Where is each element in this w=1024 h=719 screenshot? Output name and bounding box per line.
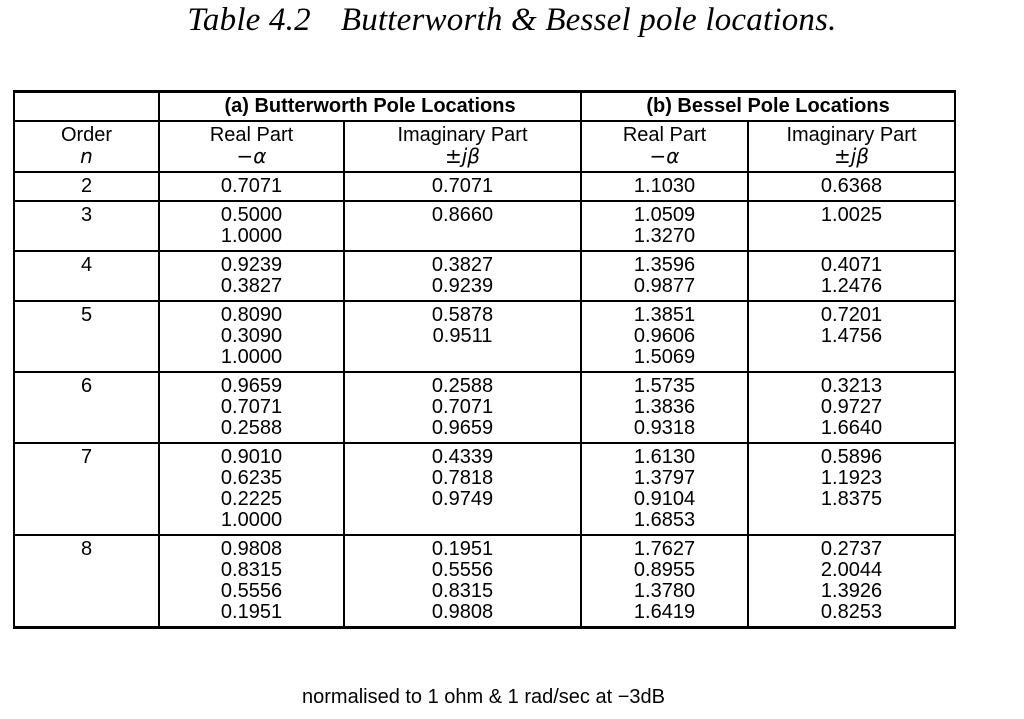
order-cell: 6: [14, 372, 159, 443]
bw-real-value: 0.2225: [220, 488, 283, 510]
bs-imag-cell: [748, 372, 955, 443]
bw-imag-value: 0.9511: [432, 325, 493, 347]
bw-imag-value: 0.5878: [431, 304, 494, 326]
table-row: [14, 301, 955, 372]
bw-real-value: 0.2588: [220, 417, 283, 439]
bw-real-header-label: Real Part: [209, 124, 294, 146]
bs-imag-value: 0.9727: [820, 396, 883, 418]
bs-imag-header-label: Imaginary Part: [786, 124, 917, 146]
butterworth-group-header: (a) Butterworth Pole Locations: [159, 92, 581, 122]
bs-real-value: 1.5069: [633, 346, 696, 368]
table-row: [14, 535, 955, 628]
bw-real-value: 0.9808: [220, 538, 283, 560]
bw-imag-cell: [344, 201, 581, 251]
bw-imag-value: 0.2588: [431, 375, 494, 397]
bw-imag-cell: [344, 301, 581, 372]
bw-imag-cell: [344, 372, 581, 443]
table-number: Table 4.2: [187, 2, 311, 38]
bs-imag-value: 0.5896: [820, 446, 883, 468]
table-title: Butterworth & Bessel pole locations.: [340, 2, 837, 38]
bs-imag-value: 0.4071: [820, 254, 883, 276]
bs-imag-value: 0.6368: [820, 175, 883, 197]
bs-imag-cell: [748, 443, 955, 535]
group-header-row: [14, 92, 955, 122]
bs-real-cell: [581, 172, 748, 201]
bw-real-value: 0.7071: [220, 175, 283, 197]
bs-real-value: 0.8955: [633, 559, 696, 581]
bw-real-cell: [159, 251, 344, 301]
bs-real-cell: [581, 201, 748, 251]
bs-imag-column-header: [748, 121, 955, 172]
bs-imag-value: 2.0044: [820, 559, 883, 581]
bs-real-cell: [581, 251, 748, 301]
bs-imag-value: 1.6640: [820, 417, 883, 439]
bs-imag-value: 1.3926: [820, 580, 883, 602]
bs-imag-value: 1.2476: [820, 275, 883, 297]
bs-imag-value: 0.2737: [820, 538, 883, 560]
bs-real-cell: [581, 301, 748, 372]
bs-real-column-header: [581, 121, 748, 172]
footnote: normalised to 1 ohm & 1 rad/sec at −3dB: [302, 686, 665, 708]
bs-real-value: 0.9318: [633, 417, 696, 439]
bw-imag-cell: [344, 535, 581, 628]
order-header-label: Order: [60, 124, 113, 146]
bs-real-cell: [581, 372, 748, 443]
bw-real-value: 0.7071: [220, 396, 283, 418]
bw-imag-value: 0.1951: [431, 538, 494, 560]
bs-imag-value: 1.1923: [820, 467, 883, 489]
bw-imag-value: 0.7818: [431, 467, 494, 489]
bw-real-value: 0.8090: [220, 304, 283, 326]
bw-imag-value: 0.9239: [431, 275, 494, 297]
bs-real-cell: [581, 443, 748, 535]
bs-imag-cell: [748, 172, 955, 201]
column-header-row: [14, 121, 955, 172]
bw-imag-cell: [344, 443, 581, 535]
bw-imag-value: 0.5556: [431, 559, 494, 581]
bs-real-value: 1.7627: [633, 538, 696, 560]
bw-real-value: 0.5556: [220, 580, 283, 602]
bs-real-value: 1.1030: [633, 175, 696, 197]
bs-imag-value: 0.3213: [820, 375, 883, 397]
table-row: [14, 443, 955, 535]
order-cell: 7: [14, 443, 159, 535]
bs-imag-cell: [748, 301, 955, 372]
bw-real-cell: [159, 301, 344, 372]
bw-real-column-header: [159, 121, 344, 172]
bs-real-value: 1.3596: [633, 254, 696, 276]
bw-imag-value: 0.7071: [431, 175, 494, 197]
bessel-group-header: (b) Bessel Pole Locations: [581, 92, 955, 122]
bs-real-value: 1.3270: [633, 225, 696, 247]
bw-imag-cell: [344, 251, 581, 301]
bs-real-value: 1.3851: [633, 304, 696, 326]
bs-real-cell: [581, 535, 748, 628]
bs-real-value: 1.5735: [633, 375, 696, 397]
bw-real-value: 0.3090: [220, 325, 283, 347]
bw-imag-header-symbol: ±jβ: [444, 144, 481, 168]
order-cell: 2: [14, 172, 159, 201]
bw-imag-value: 0.9749: [431, 488, 494, 510]
bw-real-value: 0.1951: [220, 601, 283, 623]
bw-real-value: 1.0000: [220, 225, 283, 247]
bw-real-value: 1.0000: [220, 346, 283, 368]
bs-imag-value: 1.8375: [820, 488, 883, 510]
bs-imag-cell: [748, 535, 955, 628]
bs-imag-value: 1.4756: [820, 325, 883, 347]
bs-real-value: 1.3797: [633, 467, 696, 489]
bw-imag-header-label: Imaginary Part: [397, 124, 528, 146]
bw-real-value: 1.0000: [220, 509, 283, 531]
bw-real-value: 0.6235: [220, 467, 283, 489]
bs-real-value: 1.3780: [633, 580, 696, 602]
bs-real-value: 1.6853: [633, 509, 696, 531]
table-row: [14, 251, 955, 301]
bw-imag-value: 0.9659: [431, 417, 494, 439]
bs-real-value: 0.9877: [633, 275, 696, 297]
bs-real-value: 1.3836: [633, 396, 696, 418]
bs-real-value: 0.9104: [633, 488, 696, 510]
bs-imag-header-symbol: ±jβ: [833, 144, 870, 168]
bw-real-cell: [159, 535, 344, 628]
bw-imag-value: 0.4339: [431, 446, 494, 468]
bw-real-value: 0.9659: [220, 375, 283, 397]
bs-real-value: 1.6130: [633, 446, 696, 468]
table-caption: [0, 2, 1024, 39]
bw-imag-value: 0.8315: [431, 580, 494, 602]
bs-real-value: 1.6419: [633, 601, 696, 623]
bs-imag-cell: [748, 201, 955, 251]
bw-imag-value: 0.7071: [431, 396, 494, 418]
bw-imag-value: 0.9808: [431, 601, 494, 623]
order-header-symbol: n: [80, 144, 93, 168]
order-column-header: [14, 121, 159, 172]
bw-real-cell: [159, 201, 344, 251]
table-row: [14, 201, 955, 251]
bs-real-value: 1.0509: [633, 204, 696, 226]
group-header-blank: [14, 92, 159, 122]
bw-imag-value: 0.3827: [431, 254, 494, 276]
bs-imag-value: 0.7201: [820, 304, 883, 326]
bs-imag-value: 1.0025: [820, 204, 883, 226]
order-cell: 3: [14, 201, 159, 251]
bw-imag-cell: [344, 172, 581, 201]
bw-imag-value: 0.8660: [431, 204, 494, 226]
bs-real-header-symbol: −α: [649, 144, 680, 168]
table-row: [14, 172, 955, 201]
bs-real-value: 0.9606: [633, 325, 696, 347]
bw-real-value: 0.8315: [220, 559, 283, 581]
bs-imag-cell: [748, 251, 955, 301]
bw-real-value: 0.5000: [220, 204, 283, 226]
order-cell: 5: [14, 301, 159, 372]
pole-locations-table: [13, 90, 956, 629]
bw-real-cell: [159, 443, 344, 535]
table-row: [14, 372, 955, 443]
bs-real-header-label: Real Part: [622, 124, 707, 146]
order-cell: 4: [14, 251, 159, 301]
bw-imag-column-header: [344, 121, 581, 172]
bw-real-value: 0.9010: [220, 446, 283, 468]
bw-real-value: 0.3827: [220, 275, 283, 297]
bw-real-value: 0.9239: [220, 254, 283, 276]
bw-real-cell: [159, 172, 344, 201]
bw-real-header-symbol: −α: [236, 144, 267, 168]
bw-real-cell: [159, 372, 344, 443]
order-cell: 8: [14, 535, 159, 628]
bs-imag-value: 0.8253: [820, 601, 883, 623]
